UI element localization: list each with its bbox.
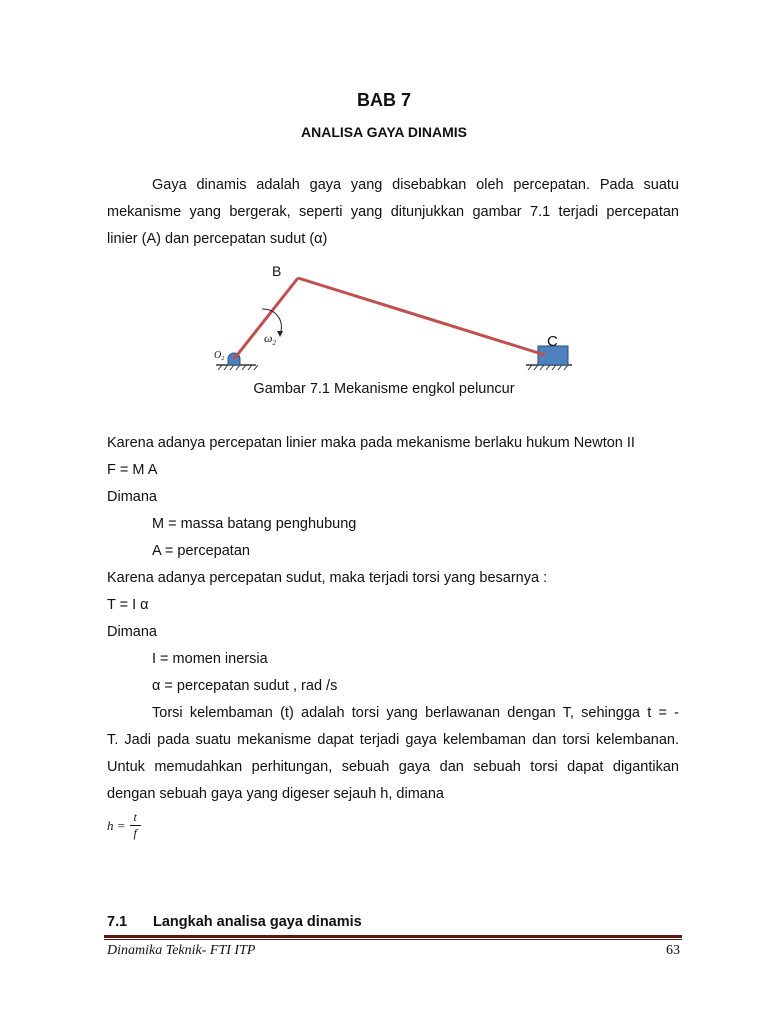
intro-line-1: Gaya dinamis adalah gaya yang disebabkan oleh percepatan. Pada suatu (152, 177, 679, 193)
formula-table (107, 810, 141, 841)
figure-caption: Gambar 7.1 Mekanisme engkol peluncur (253, 381, 515, 397)
equation-f: F = M A (107, 462, 158, 478)
label-b: B (272, 263, 282, 279)
definition-m: M = massa batang penghubung (152, 516, 357, 532)
footer-rule-thin (104, 939, 682, 940)
footer-title: Dinamika Teknik- FTI ITP (107, 943, 256, 958)
para2-line-1: Torsi kelembaman (t) adalah torsi yang berlawanan dengan T, sehingga t = - (152, 705, 679, 721)
connecting-rod (298, 278, 545, 355)
formula-h (107, 810, 141, 841)
rotation-arrowhead-icon (277, 331, 283, 337)
label-o2: $O_2$ (214, 350, 225, 362)
newton-intro: Karena adanya percepatan linier maka pada mekanisme berlaku hukum Newton II (107, 435, 635, 451)
para2-line-4: dengan sebuah gaya yang digeser sejauh h, dimana (107, 786, 444, 802)
ground-left (216, 365, 258, 370)
section-heading (107, 914, 362, 930)
torsi-intro: Karena adanya percepatan sudut, maka terjadi torsi yang besarnya : (107, 570, 548, 586)
label-omega2: $\omega_2$ (264, 331, 276, 347)
crank-link (234, 278, 298, 359)
formula-numerator: t (130, 810, 141, 826)
intro-line-3: linier (A) dan percepatan sudut (α) (107, 231, 328, 247)
definition-i: I = momen inersia (152, 651, 268, 667)
equation-t: T = I α (107, 597, 149, 613)
dimana-label-1: Dimana (107, 489, 157, 505)
mechanism-figure (200, 258, 580, 378)
intro-line-2: mekanisme yang bergerak, seperti yang ditunjukkan gambar 7.1 terjadi percepatan (107, 204, 679, 220)
label-c: C (547, 333, 558, 350)
page-number: 63 (666, 943, 680, 958)
footer-rule-thick (104, 935, 682, 938)
formula-denominator: f (133, 826, 137, 840)
para2-line-2: T. Jadi pada suatu mekanisme dapat terjadi gaya kelembaman dan torsi kelembanan. (107, 732, 679, 748)
chapter-title: ANALISA GAYA DINAMIS (301, 124, 467, 140)
definition-alpha: α = percepatan sudut , rad /s (152, 678, 338, 694)
formula-lhs: h = (107, 817, 126, 833)
chapter-heading: BAB 7 (356, 90, 411, 110)
definition-a: A = percepatan (152, 543, 250, 559)
section-number: 7.1 (107, 914, 128, 930)
section-title: Langkah analisa gaya dinamis (153, 914, 362, 930)
dimana-label-2: Dimana (107, 624, 157, 640)
ground-right (526, 365, 572, 370)
para2-line-3: Untuk memudahkan perhitungan, sebuah gaya dan sebuah torsi dapat digantikan (107, 759, 679, 775)
mechanism-diagram (200, 258, 580, 373)
